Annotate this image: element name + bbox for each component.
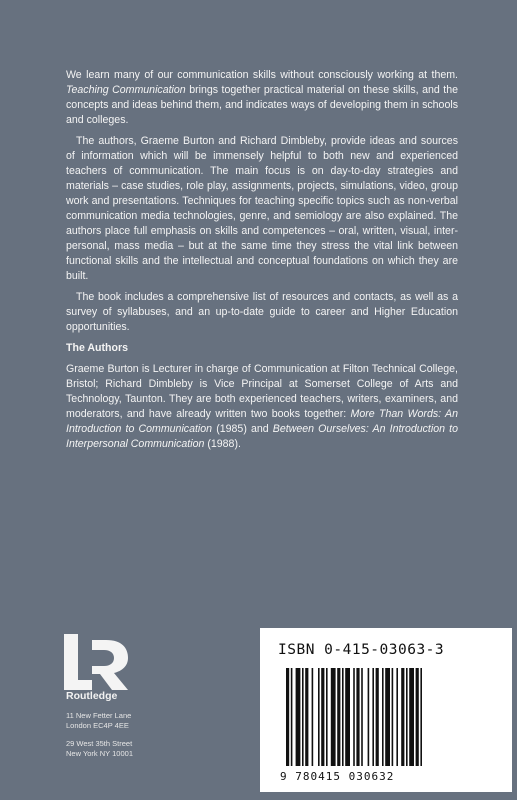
barcode-digits: 9 780415 030632: [280, 770, 395, 783]
blurb-p1-rest: brings together practical material on these skills, and the concepts and ideas behind them, and indicates ways of developing them in schools and colleges.: [66, 84, 458, 126]
routledge-logo-icon: [62, 632, 142, 692]
back-cover-blurb: [66, 68, 458, 458]
blurb-p1-text: We learn many of our communication skills without consciously working at them.: [66, 69, 458, 81]
blurb-paragraph-3: The book includes a comprehensive list of resources and contacts, as well as a survey of syllabuses, and an up-to-date guide to career and Higher Education opportunities.: [66, 291, 458, 333]
address-line: 11 New Fetter Lane: [66, 711, 132, 720]
authors-text-a: Graeme Burton is Lecturer in charge of Communication at Filton Technical College, Bristol; Richard Dimbleby is Vice Principal at Somerset College of Arts and Technology, Taunton. They are both experienced teachers, writers, examiners, and moderators, and have already written two books together:: [66, 363, 458, 420]
barcode-icon: [286, 668, 486, 768]
address-line: 29 West 35th Street: [66, 739, 133, 748]
blurb-paragraph-1: [66, 68, 458, 128]
book-title-1: More Than Words: An Introduction to Communication: [66, 408, 458, 435]
publisher-name: Routledge: [66, 690, 118, 702]
address-line: New York NY 10001: [66, 749, 133, 758]
authors-heading: The Authors: [66, 342, 128, 354]
isbn-number: ISBN 0-415-03063-3: [278, 642, 445, 658]
authors-text-c: (1988).: [207, 438, 241, 450]
barcode-box: [260, 628, 512, 792]
book-title-italic: Teaching Communication: [66, 84, 186, 96]
authors-paragraph: [66, 362, 458, 452]
blurb-paragraph-2: The authors, Graeme Burton and Richard Dimbleby, provide ideas and sources of information which will be immensely helpful to both new and experienced teachers of communication. The main focus is on day-to-day strategies and materials – case studies, role play, assignments, projects, simulations, video, group work and presentations. Techniques for teaching specific topics such as non-verbal communication media technologies, genre, and semiology are also explained. The authors place full emphasis on skills and competences – oral, written, visual, inter-personal, mass media – but at the same time they stress the vital link between functional skills and the intellectual and conceptual foundations on which they are built.: [66, 135, 458, 282]
authors-text-b: (1985) and: [216, 423, 269, 435]
book-title-2: Between Ourselves: An Introduction to Interpersonal Communication: [66, 423, 458, 450]
publisher-info: [66, 690, 133, 759]
address-line: London EC4P 4EE: [66, 721, 129, 730]
